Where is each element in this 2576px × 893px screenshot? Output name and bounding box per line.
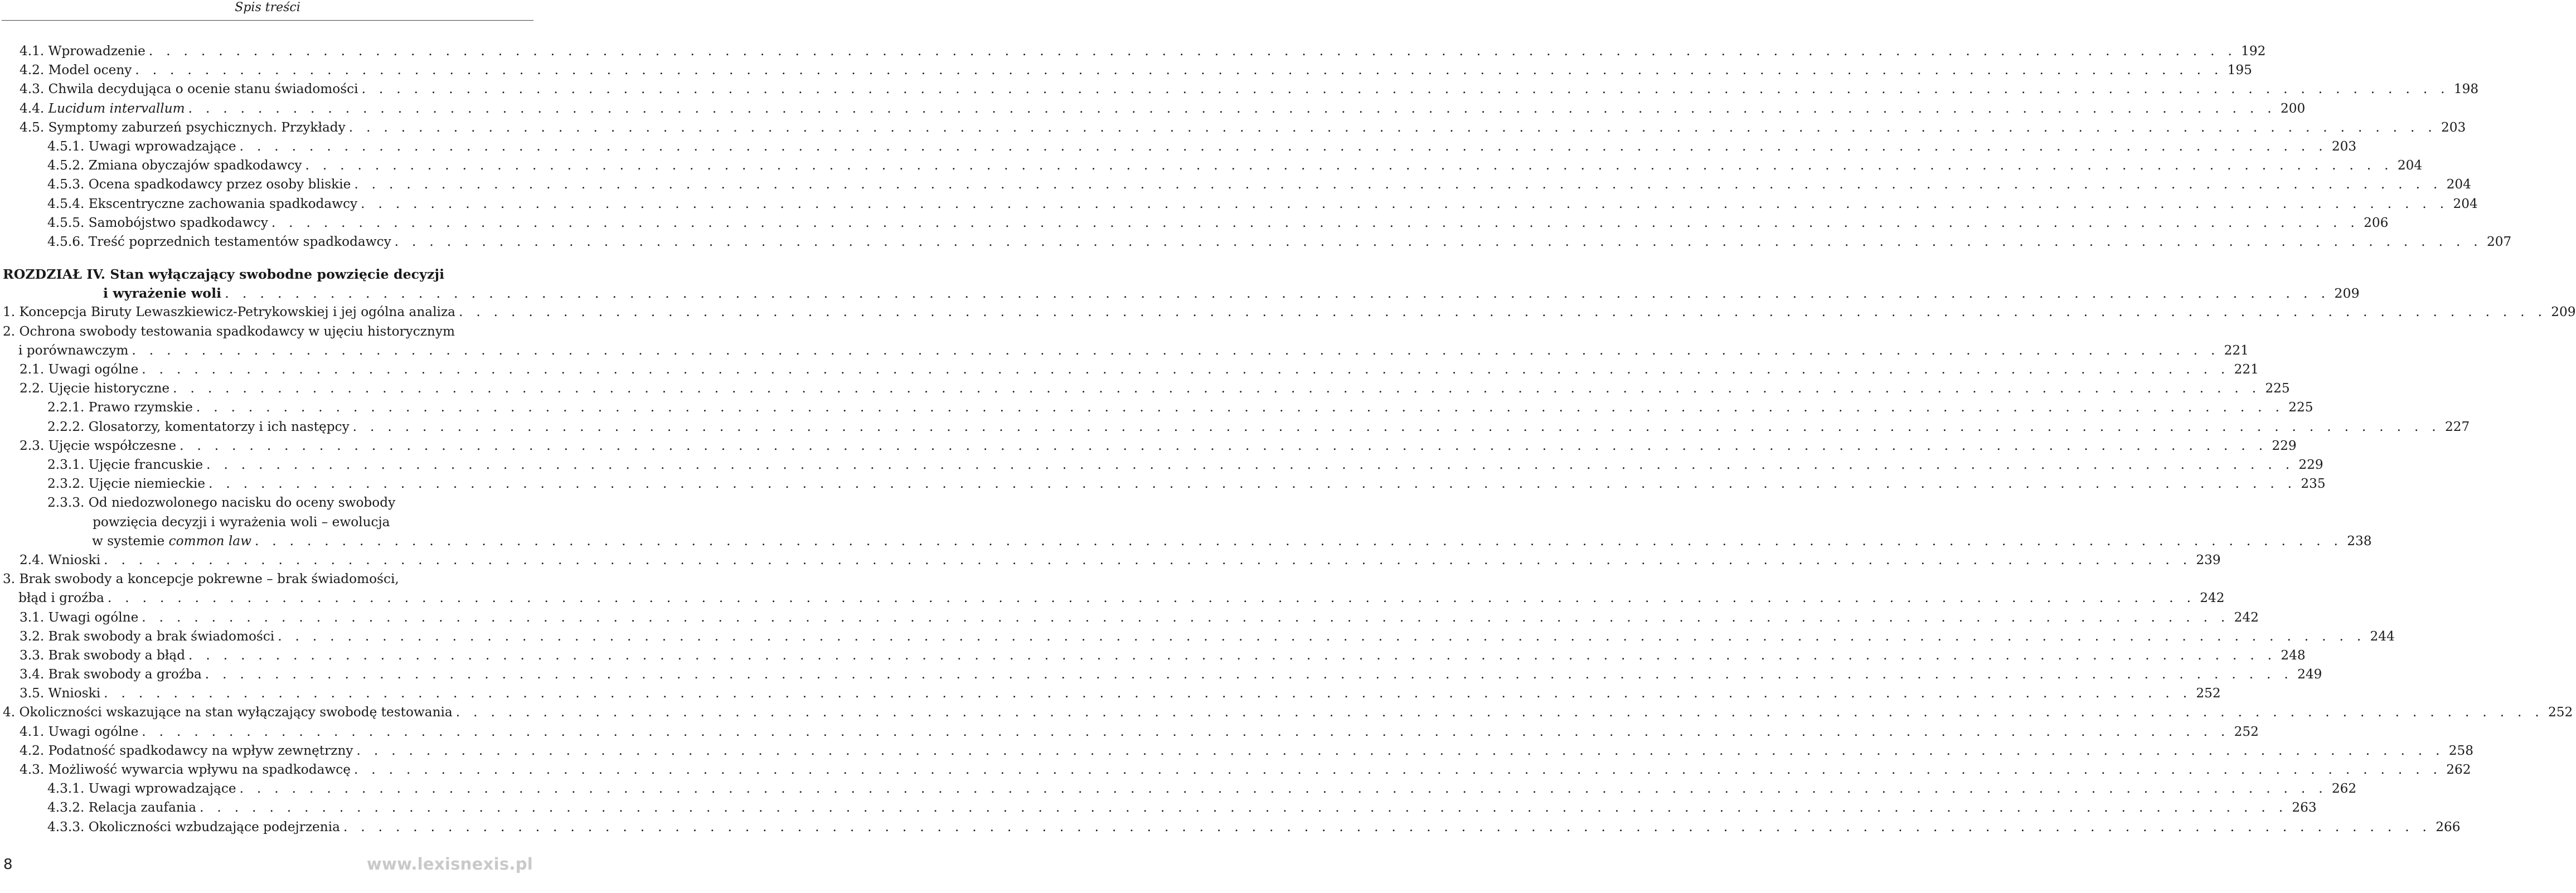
toc-line-inner (20, 722, 2259, 741)
toc-entry-title: 3.4. Brak swobody a groźba (20, 665, 205, 684)
toc-entry-title: 4.3.1. Uwagi wprowadzające (47, 779, 240, 798)
toc-page-number: 266 (2431, 818, 2460, 837)
toc-entry-title: 2.3.2. Ujęcie niemieckie (47, 474, 208, 493)
dot-leader: . . . . . . . . . . . . . . . . . . . . . . . . . . . . . . . . . . . . . . . . . . . . . . . . . . . . . . . . . . . . . . . . . . . . . . . . . . . . . . . . . . . . . . . . . . . . . . . . . . . . . . . . . . . . . . . . . . . . . . . . (348, 119, 2437, 135)
footer-page-number: 8 (3, 856, 13, 873)
toc-line (3, 703, 2573, 722)
dot-leader: . . . . . . . . . . . . . . . . . . . . . . . . . . . . . . . . . . . . . . . . . . . . . . . . . . . . . . . . . . . . . . . . . . . . . . . . . . . . . . . . . . . . . . . . . . . . . . . . . . . . . . . . . . . . . . . . . . . . . . . . (196, 400, 2284, 415)
dot-leader: . . . . . . . . . . . . . . . . . . . . . . . . . . . . . . . . . . . . . . . . . . . . . . . . . . . . . . . . . . . . . . . . . . . . . . . . . . . . . . . . . . . . . . . . . . . . . . . . . . . . . . . . . . . . . . . . . . . . . . . . (188, 100, 2276, 116)
dot-leader: . . . . . . . . . . . . . . . . . . . . . . . . . . . . . . . . . . . . . . . . . . . . . . . . . . . . . . . . . . . . . . . . . . . . . . . . . . . . . . . . . . . . . . . . . . . . . . . . . . . . . . . . . . . . . . . . . . . . . . . . (205, 667, 2293, 682)
toc-page-number: 209 (2330, 284, 2359, 303)
footer-url: www.lexisnexis.pl (366, 855, 533, 873)
toc-entry-title: 4.2. Podatność spadkodawcy na wpływ zewnętrzny (20, 741, 357, 760)
toc-page-number: 203 (2437, 118, 2466, 137)
toc-line (3, 760, 2471, 779)
toc-line-inner (47, 798, 2317, 817)
toc-entry (3, 80, 2479, 99)
toc-page-number: 207 (2482, 232, 2511, 251)
toc-entry (3, 118, 2466, 137)
toc-entry (3, 195, 2478, 213)
toc-line (3, 175, 2471, 194)
toc-page-number: 227 (2441, 418, 2470, 436)
toc-entry (3, 551, 2221, 570)
dot-leader: . . . . . . . . . . . . . . . . . . . . . . . . . . . . . . . . . . . . . . . . . . . . . . . . . . . . . . . . . . . . . . . . . . . . . . . . . . . . . . . . . . . . . . . . . . . . . . . . . . . . . . . . . . . . . . . . . . . . . . . . (142, 609, 2230, 625)
toc-entry-title-prefix: w systemie (92, 533, 169, 549)
toc-line-inner (47, 818, 2461, 837)
toc-line-inner (20, 436, 2297, 455)
toc-page-number: 204 (2393, 156, 2422, 175)
toc-line-inner (20, 646, 2306, 665)
toc-entry-title: 3.5. Wnioski (20, 684, 104, 703)
toc-line-inner (20, 42, 2266, 61)
toc-page-number: 192 (2237, 42, 2265, 61)
toc-entry-title: 4.5.4. Ekscentryczne zachowania spadkodawcy (47, 195, 361, 213)
toc-entry-title: 4.5.3. Ocena spadkodawcy przez osoby bliskie (47, 175, 354, 194)
dot-leader: . . . . . . . . . . . . . . . . . . . . . . . . . . . . . . . . . . . . . . . . . . . . . . . . . . . . . . . . . . . . . . . . . . . . . . . . . . . . . . . . . . . . . . . . . . . . . . . . . . . . . . . . . . . . . . . . . . . . . . . . (107, 590, 2196, 606)
toc-entry (3, 798, 2317, 817)
toc-entry-title: 4.5.6. Treść poprzednich testamentów spadkodawcy (47, 232, 395, 251)
toc-entry (3, 570, 2225, 608)
dot-leader: . . . . . . . . . . . . . . . . . . . . . . . . . . . . . . . . . . . . . . . . . . . . . . . . . . . . . . . . . . . . . . . . . . . . . . . . . . . . . . . . . . . . . . . . . . . . . . . . . . . . . . . . . . . . . . . . . . . . . . . . (225, 285, 2330, 302)
dot-leader: . . . . . . . . . . . . . . . . . . . . . . . . . . . . . . . . . . . . . . . . . . . . . . . . . . . . . . . . . . . . . . . . . . . . . . . . . . . . . . . . . . . . . . . . . . . . . . . . . . . . . . . . . . . . . . . . . . . . . . . . (361, 196, 2449, 211)
toc-line-inner (20, 99, 2306, 118)
dot-leader: . . . . . . . . . . . . . . . . . . . . . . . . . . . . . . . . . . . . . . . . . . . . . . . . . . . . . . . . . . . . . . . . . . . . . . . . . . . . . . . . . . . . . . . . . . . . . . . . . . . . . . . . . . . . . . . . . . . . . . . . (188, 647, 2277, 663)
toc-line-inner (18, 341, 2249, 360)
toc-line-inner (20, 627, 2395, 646)
dot-leader: . . . . . . . . . . . . . . . . . . . . . . . . . . . . . . . . . . . . . . . . . . . . . . . . . . . . . . . . . . . . . . . . . . . . . . . . . . . . . . . . . . . . . . . . . . . . . . . . . . . . . . . . . . . . . . . . . . . . . . . . (278, 628, 2366, 644)
dot-leader: . . . . . . . . . . . . . . . . . . . . . . . . . . . . . . . . . . . . . . . . . . . . . . . . . . . . . . . . . . . . . . . . . . . . . . . . . . . . . . . . . . . . . . . . . . . . . . . . . . . . . . . . . . . . . . . . . . . . . . . . (356, 742, 2444, 758)
toc-entry (3, 156, 2423, 175)
toc-line (3, 137, 2357, 156)
toc-page-number: 239 (2191, 551, 2220, 570)
toc-line-inner (47, 156, 2423, 175)
toc-line (3, 436, 2297, 455)
toc-page-number: 229 (2267, 436, 2296, 455)
toc-line (3, 61, 2252, 80)
toc-entry-title: 2.2. Ujęcie historyczne (20, 379, 173, 398)
toc-entry (3, 684, 2221, 703)
toc-entry-title-italic: Lucidum intervallum (48, 100, 185, 116)
toc-entry-title-italic: common law (168, 533, 251, 549)
toc-entry-title: 2.3.1. Ujęcie francuskie (47, 455, 206, 474)
toc-page-number: 252 (2544, 703, 2573, 722)
toc-entry-title: 1. Koncepcja Biruty Lewaszkiewicz-Petrykowskiej i jej ogólna analiza (3, 303, 459, 322)
dot-leader: . . . . . . . . . . . . . . . . . . . . . . . . . . . . . . . . . . . . . . . . . . . . . . . . . . . . . . . . . . . . . . . . . . . . . . . . . . . . . . . . . . . . . . . . . . . . . . . . . . . . . . . . . . . . . . . . . . . . . . . . (353, 762, 2442, 778)
dot-leader: . . . . . . . . . . . . . . . . . . . . . . . . . . . . . . . . . . . . . . . . . . . . . . . . . . . . . . . . . . . . . . . . . . . . . . . . . . . . . . . . . . . . . . . . . . . . . . . . . . . . . . . . . . . . . . . . . . . . . . . . (455, 705, 2544, 720)
toc-entry-title: 4.5. Symptomy zaburzeń psychicznych. Przykłady (20, 118, 349, 137)
toc-entry-title: 3.3. Brak swobody a błąd (20, 646, 188, 665)
toc-line-inner (20, 379, 2290, 398)
toc-line (3, 156, 2423, 175)
dot-leader: . . . . . . . . . . . . . . . . . . . . . . . . . . . . . . . . . . . . . . . . . . . . . . . . . . . . . . . . . . . . . . . . . . . . . . . . . . . . . . . . . . . . . . . . . . . . . . . . . . . . . . . . . . . . . . . . . . . . . . . . (180, 438, 2268, 453)
toc-line-inner (20, 665, 2322, 684)
toc-page-number: 242 (2230, 608, 2259, 627)
toc-page-number: 206 (2359, 213, 2388, 232)
dot-leader: . . . . . . . . . . . . . . . . . . . . . . . . . . . . . . . . . . . . . . . . . . . . . . . . . . . . . . . . . . . . . . . . . . . . . . . . . . . . . . . . . . . . . . . . . . . . . . . . . . . . . . . . . . . . . . . . . . . . . . . . (104, 686, 2192, 701)
toc-line (3, 455, 2323, 474)
toc-entry (3, 137, 2357, 156)
toc-entry (3, 360, 2259, 379)
dot-leader: . . . . . . . . . . . . . . . . . . . . . . . . . . . . . . . . . . . . . . . . . . . . . . . . . . . . . . . . . . . . . . . . . . . . . . . . . . . . . . . . . . . . . . . . . . . . . . . . . . . . . . . . . . . . . . . . . . . . . . . . (206, 457, 2294, 472)
toc-line (3, 213, 2389, 232)
toc-line (3, 195, 2478, 213)
toc-entry (3, 627, 2395, 646)
toc-entry-line: powzięcia decyzji i wyrażenia woli – ewolucja (47, 514, 390, 530)
toc-line (3, 80, 2479, 99)
toc-entry-title: 2.1. Uwagi ogólne (20, 360, 142, 379)
toc-line-inner (20, 360, 2259, 379)
toc-entry (3, 818, 2461, 837)
dot-leader: . . . . . . . . . . . . . . . . . . . . . . . . . . . . . . . . . . . . . . . . . . . . . . . . . . . . . . . . . . . . . . . . . . . . . . . . . . . . . . . . . . . . . . . . . . . . . . . . . . . . . . . . . . . . . . . . . . . . . . . . (354, 177, 2442, 192)
dot-leader: . . . . . . . . . . . . . . . . . . . . . . . . . . . . . . . . . . . . . . . . . . . . . . . . . . . . . . . . . . . . . . . . . . . . . . . . . . . . . . . . . . . . . . . . . . . . . . . . . . . . . . . . . . . . . . . . . . . . . . . . (173, 381, 2261, 396)
dot-leader: . . . . . . . . . . . . . . . . . . . . . . . . . . . . . . . . . . . . . . . . . . . . . . . . . . . . . . . . . . . . . . . . . . . . . . . . . . . . . . . . . . . . . . . . . . . . . . . . . . . . . . . . . . . . . . . . . . . . . . . . (239, 138, 2327, 154)
dot-leader: . . . . . . . . . . . . . . . . . . . . . . . . . . . . . . . . . . . . . . . . . . . . . . . . . . . . . . . . . . . . . . . . . . . . . . . . . . . . . . . . . . . . . . . . . . . . . . . . . . . . . . . . . . . . . . . . . . . . . . . . (142, 362, 2230, 377)
toc-line-inner (20, 551, 2221, 570)
toc-entry (3, 232, 2512, 251)
dot-leader: . . . . . . . . . . . . . . . . . . . . . . . . . . . . . . . . . . . . . . . . . . . . . . . . . . . . . . . . . . . . . . . . . . . . . . . . . . . . . . . . . . . . . . . . . . . . . . . . . . . . . . . . . . . . . . . . . . . . . . . . (394, 234, 2482, 249)
toc-entry (3, 175, 2471, 194)
toc-entry (3, 760, 2471, 779)
toc-page-number: 195 (2223, 61, 2252, 80)
dot-leader: . . . . . . . . . . . . . . . . . . . . . . . . . . . . . . . . . . . . . . . . . . . . . . . . . . . . . . . . . . . . . . . . . . . . . . . . . . . . . . . . . . . . . . . . . . . . . . . . . . . . . . . . . . . . . . . . . . . . . . . . (104, 552, 2192, 567)
toc-entry-title: 4.3.2. Relacja zaufania (47, 798, 200, 817)
toc-page-number: 221 (2230, 360, 2259, 379)
toc-page-number: 221 (2220, 341, 2249, 360)
toc-line-inner (18, 589, 2225, 608)
toc-page-number: 209 (2546, 303, 2575, 322)
toc-entry (3, 61, 2252, 80)
toc-line (3, 627, 2395, 646)
toc-line-inner (20, 61, 2252, 80)
toc-entry (3, 493, 2372, 551)
toc-line (3, 42, 2266, 61)
toc-entry-line: 2. Ochrona swobody testowania spadkodawcy w ujęciu historycznym (3, 323, 455, 339)
toc-line (3, 818, 2461, 837)
toc-line-inner (20, 760, 2471, 779)
toc-line (3, 99, 2306, 118)
toc-entry-title: 4.1. Uwagi ogólne (20, 722, 142, 741)
toc-page-number: 229 (2294, 455, 2323, 474)
toc-page-number: 242 (2195, 589, 2224, 608)
toc-entry (3, 779, 2357, 798)
toc-line-inner (92, 532, 2372, 551)
toc-page-number: 204 (2442, 175, 2471, 194)
toc-page-number: 235 (2296, 474, 2325, 493)
toc-line (3, 589, 2225, 608)
toc-entry-title: 2.4. Wnioski (20, 551, 104, 570)
toc-line (3, 360, 2259, 379)
table-of-contents (3, 42, 2576, 837)
toc-entry (3, 303, 2576, 322)
toc-entry (3, 418, 2470, 436)
toc-page-number: 262 (2327, 779, 2356, 798)
dot-leader: . . . . . . . . . . . . . . . . . . . . . . . . . . . . . . . . . . . . . . . . . . . . . . . . . . . . . . . . . . . . . . . . . . . . . . . . . . . . . . . . . . . . . . . . . . . . . . . . . . . . . . . . . . . . . . . . . . . . . . . . (148, 43, 2237, 59)
toc-line (3, 532, 2372, 551)
running-header (0, 0, 535, 22)
toc-entry-title: 2.2.1. Prawo rzymskie (47, 398, 196, 417)
dot-leader: . . . . . . . . . . . . . . . . . . . . . . . . . . . . . . . . . . . . . . . . . . . . . . . . . . . . . . . . . . . . . . . . . . . . . . . . . . . . . . . . . . . . . . . . . . . . . . . . . . . . . . . . . . . . . . . . . . . . . . . . (135, 62, 2223, 78)
chapter-heading (3, 265, 2360, 303)
toc-line (3, 722, 2259, 741)
toc-entry (3, 42, 2266, 61)
chapter-title-line-2 (3, 284, 2360, 303)
toc-entry (3, 646, 2306, 665)
header-rule (2, 20, 533, 21)
toc-entry-title-prefix: 4.4. (20, 100, 48, 116)
toc-line (3, 665, 2322, 684)
toc-line-inner (47, 213, 2389, 232)
toc-line (3, 379, 2290, 398)
toc-line-inner (103, 284, 2360, 303)
spacer (3, 251, 533, 265)
toc-entry-title: 2.2.2. Glosatorzy, komentatorzy i ich następcy (47, 418, 353, 436)
toc-entry (3, 474, 2326, 493)
toc-line (3, 551, 2221, 570)
toc-line-inner (47, 195, 2478, 213)
toc-line (3, 398, 2313, 417)
toc-entry-title: i porównawczym (18, 341, 132, 360)
toc-entry (3, 608, 2259, 627)
header-title: Spis treści (235, 1, 300, 14)
toc-entry (3, 703, 2573, 722)
dot-leader: . . . . . . . . . . . . . . . . . . . . . . . . . . . . . . . . . . . . . . . . . . . . . . . . . . . . . . . . . . . . . . . . . . . . . . . . . . . . . . . . . . . . . . . . . . . . . . . . . . . . . . . . . . . . . . . . . . . . . . . . (254, 533, 2343, 549)
toc-entry (3, 722, 2259, 741)
toc-entry (3, 99, 2306, 118)
toc-entry-title: 4.2. Model oceny (20, 61, 135, 80)
dot-leader: . . . . . . . . . . . . . . . . . . . . . . . . . . . . . . . . . . . . . . . . . . . . . . . . . . . . . . . . . . . . . . . . . . . . . . . . . . . . . . . . . . . . . . . . . . . . . . . . . . . . . . . . . . . . . . . . . . . . . . . . (132, 342, 2220, 358)
dot-leader: . . . . . . . . . . . . . . . . . . . . . . . . . . . . . . . . . . . . . . . . . . . . . . . . . . . . . . . . . . . . . . . . . . . . . . . . . . . . . . . . . . . . . . . . . . . . . . . . . . . . . . . . . . . . . . . . . . . . . . . . (239, 781, 2327, 797)
toc-line (3, 646, 2306, 665)
toc-entry-title: 4.5.5. Samobójstwo spadkodawcy (47, 213, 271, 232)
toc-line-inner (47, 398, 2313, 417)
toc-entry-title: błąd i groźba (18, 589, 108, 608)
toc-line-inner (47, 137, 2357, 156)
toc-entry (3, 398, 2313, 417)
toc-entry (3, 379, 2290, 398)
toc-line (3, 118, 2466, 137)
toc-entry-title (20, 99, 188, 118)
toc-line (3, 474, 2326, 493)
dot-leader: . . . . . . . . . . . . . . . . . . . . . . . . . . . . . . . . . . . . . . . . . . . . . . . . . . . . . . . . . . . . . . . . . . . . . . . . . . . . . . . . . . . . . . . . . . . . . . . . . . . . . . . . . . . . . . . . . . . . . . . . (458, 304, 2547, 320)
toc-entry-title: 3.2. Brak swobody a brak świadomości (20, 627, 278, 646)
toc-entry (3, 665, 2322, 684)
toc-entry-line: 3. Brak swobody a koncepcje pokrewne – brak świadomości, (3, 571, 399, 587)
toc-line (3, 232, 2512, 251)
toc-entry (3, 455, 2323, 474)
toc-page-number: 198 (2449, 80, 2478, 99)
dot-leader: . . . . . . . . . . . . . . . . . . . . . . . . . . . . . . . . . . . . . . . . . . . . . . . . . . . . . . . . . . . . . . . . . . . . . . . . . . . . . . . . . . . . . . . . . . . . . . . . . . . . . . . . . . . . . . . . . . . . . . . . (208, 476, 2297, 492)
dot-leader: . . . . . . . . . . . . . . . . . . . . . . . . . . . . . . . . . . . . . . . . . . . . . . . . . . . . . . . . . . . . . . . . . . . . . . . . . . . . . . . . . . . . . . . . . . . . . . . . . . . . . . . . . . . . . . . . . . . . . . . . (200, 800, 2288, 816)
toc-entry-title: 4.3. Możliwość wywarcia wpływu na spadkodawcę (20, 760, 354, 779)
toc-line-inner (20, 608, 2259, 627)
toc-entry-line: 2.3.3. Od niedozwolonego nacisku do oceny swobody (47, 495, 396, 511)
toc-line-inner (47, 232, 2512, 251)
toc-line (3, 779, 2357, 798)
toc-page-number: 238 (2342, 532, 2371, 551)
toc-entry-title: 2.3. Ujęcie współczesne (20, 436, 180, 455)
toc-entry-title: 4.3.3. Okoliczności wzbudzające podejrzenia (47, 818, 343, 837)
toc-entry-title: 4.1. Wprowadzenie (20, 42, 149, 61)
toc-line (3, 741, 2474, 760)
toc-line-inner (20, 118, 2466, 137)
toc-line-inner (47, 175, 2471, 194)
toc-entry (3, 436, 2297, 455)
toc-line-inner (20, 684, 2221, 703)
toc-line (3, 303, 2576, 322)
toc-entry-title: 4.5.1. Uwagi wprowadzające (47, 137, 240, 156)
dot-leader: . . . . . . . . . . . . . . . . . . . . . . . . . . . . . . . . . . . . . . . . . . . . . . . . . . . . . . . . . . . . . . . . . . . . . . . . . . . . . . . . . . . . . . . . . . . . . . . . . . . . . . . . . . . . . . . . . . . . . . . . (352, 419, 2441, 434)
toc-line-inner (47, 779, 2357, 798)
dot-leader: . . . . . . . . . . . . . . . . . . . . . . . . . . . . . . . . . . . . . . . . . . . . . . . . . . . . . . . . . . . . . . . . . . . . . . . . . . . . . . . . . . . . . . . . . . . . . . . . . . . . . . . . . . . . . . . . . . . . . . . . (305, 158, 2393, 173)
dot-leader: . . . . . . . . . . . . . . . . . . . . . . . . . . . . . . . . . . . . . . . . . . . . . . . . . . . . . . . . . . . . . . . . . . . . . . . . . . . . . . . . . . . . . . . . . . . . . . . . . . . . . . . . . . . . . . . . . . . . . . . . (361, 81, 2449, 97)
toc-line (3, 798, 2317, 817)
toc-line-inner (47, 418, 2470, 436)
dot-leader: . . . . . . . . . . . . . . . . . . . . . . . . . . . . . . . . . . . . . . . . . . . . . . . . . . . . . . . . . . . . . . . . . . . . . . . . . . . . . . . . . . . . . . . . . . . . . . . . . . . . . . . . . . . . . . . . . . . . . . . . (271, 215, 2360, 230)
toc-entry-title: 3.1. Uwagi ogólne (20, 608, 142, 627)
toc-line (3, 684, 2221, 703)
toc-line-inner (3, 703, 2573, 722)
toc-page-number: 225 (2260, 379, 2289, 398)
toc-page-number: 248 (2276, 646, 2305, 665)
toc-page-number: 252 (2191, 684, 2220, 703)
chapter-title-line-1: ROZDZIAŁ IV. Stan wyłączający swobodne powzięcie decyzji (3, 266, 445, 283)
toc-page-number: 204 (2448, 195, 2477, 213)
toc-page-number: 252 (2230, 722, 2259, 741)
toc-line-inner (3, 303, 2576, 322)
toc-entry-title: 4.5.2. Zmiana obyczajów spadkodawcy (47, 156, 305, 175)
toc-page-number: 258 (2444, 741, 2473, 760)
toc-line (3, 418, 2470, 436)
toc-line (3, 341, 2249, 360)
toc-page-number: 244 (2366, 627, 2395, 646)
toc-line-inner (47, 455, 2323, 474)
toc-entry (3, 213, 2389, 232)
toc-entry-title: 4. Okoliczności wskazujące na stan wyłączający swobodę testowania (3, 703, 456, 722)
toc-line-inner (20, 741, 2474, 760)
toc-page-number: 200 (2276, 99, 2305, 118)
toc-entry-title: 4.3. Chwila decydująca o ocenie stanu świadomości (20, 80, 362, 99)
toc-entry (3, 322, 2249, 360)
toc-page-number: 262 (2442, 760, 2471, 779)
toc-page-number: 203 (2327, 137, 2356, 156)
chapter-title-continuation: i wyrażenie woli (103, 284, 225, 303)
toc-line (3, 608, 2259, 627)
toc-page-number: 225 (2284, 398, 2313, 417)
toc-page-number: 249 (2293, 665, 2322, 684)
toc-line-inner (20, 80, 2479, 99)
dot-leader: . . . . . . . . . . . . . . . . . . . . . . . . . . . . . . . . . . . . . . . . . . . . . . . . . . . . . . . . . . . . . . . . . . . . . . . . . . . . . . . . . . . . . . . . . . . . . . . . . . . . . . . . . . . . . . . . . . . . . . . . (142, 724, 2230, 739)
toc-line-inner (47, 474, 2326, 493)
toc-entry (3, 741, 2474, 760)
dot-leader: . . . . . . . . . . . . . . . . . . . . . . . . . . . . . . . . . . . . . . . . . . . . . . . . . . . . . . . . . . . . . . . . . . . . . . . . . . . . . . . . . . . . . . . . . . . . . . . . . . . . . . . . . . . . . . . . . . . . . . . . (343, 819, 2432, 834)
toc-page-number: 263 (2287, 798, 2316, 817)
toc-entry-title (92, 532, 255, 551)
